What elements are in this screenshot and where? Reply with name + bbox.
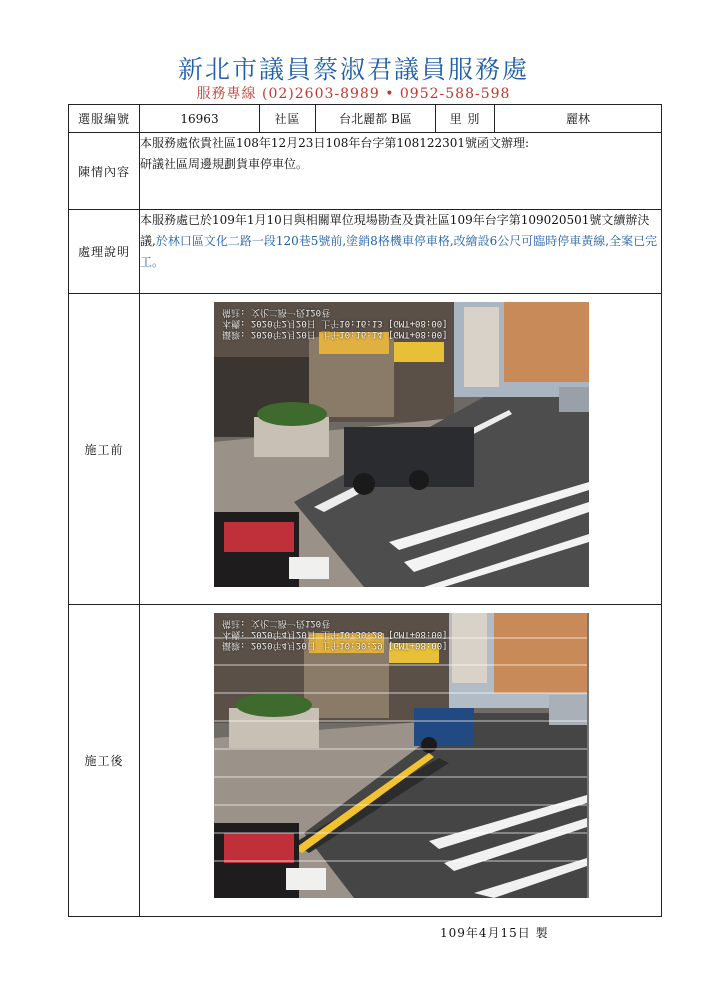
community-value: 台北麗都 B區 [316, 105, 436, 133]
before-label: 施工前 [69, 294, 140, 605]
community-label: 社區 [260, 105, 316, 133]
handling-text-plain: 本服務處已於109年1月10日與相關單位現場勘查及貴社區109年台字第109020501號文續辦決議, [140, 213, 650, 248]
case-no-value: 16963 [140, 105, 260, 133]
after-photo-timestamp [222, 617, 448, 650]
handling-label: 處理說明 [69, 210, 140, 294]
after-photo-cell [140, 605, 662, 917]
before-photo-timestamp [222, 306, 448, 339]
hotline-text: 服務專線 (02)2603-8989 • 0952-588-598 [196, 86, 511, 102]
prepared-date: 109年4月15日 製 [440, 926, 549, 940]
petition-line-2: 研議社區周邊規劃貨車停車位。 [140, 157, 309, 171]
petition-label: 陳情內容 [69, 133, 140, 210]
village-label: 里 別 [436, 105, 495, 133]
handling-text-highlight: 於林口區文化二路一段120巷5號前,塗銷8格機車停車格,改繪設6公尺可臨時停車黃線,全案已完工。 [140, 234, 658, 269]
after-construction-photo [214, 613, 589, 898]
after-stamp-line-1: 攝錄: 2020年4月20日 上午10:30:29 [GMT+08:00] [222, 640, 448, 650]
after-label: 施工後 [69, 605, 140, 917]
before-photo-cell [140, 294, 662, 605]
after-stamp-line-3: 備註: 文化二路一段120巷 [222, 618, 331, 628]
petition-content [140, 133, 662, 210]
handling-content [140, 210, 662, 294]
case-no-label: 選服編號 [69, 105, 140, 133]
service-form-table [68, 104, 662, 917]
village-value: 麗林 [495, 105, 662, 133]
after-stamp-line-2: 本機: 2020年4月20日 上午10:30:28 [GMT+08:00] [222, 629, 448, 639]
before-stamp-line-2: 本機: 2020年2月20日 上午10:16:13 [GMT+08:00] [222, 318, 448, 328]
before-stamp-line-1: 攝錄: 2020年2月20日 上午10:16:14 [GMT+08:00] [222, 329, 448, 339]
before-construction-photo [214, 302, 589, 587]
before-stamp-line-3: 備註: 文化二路一段120巷 [222, 307, 331, 317]
petition-line-1: 本服務處依貴社區108年12月23日108年台字第108122301號函文辦理: [140, 136, 530, 150]
page-title: 新北市議員蔡淑君議員服務處 [177, 55, 529, 84]
